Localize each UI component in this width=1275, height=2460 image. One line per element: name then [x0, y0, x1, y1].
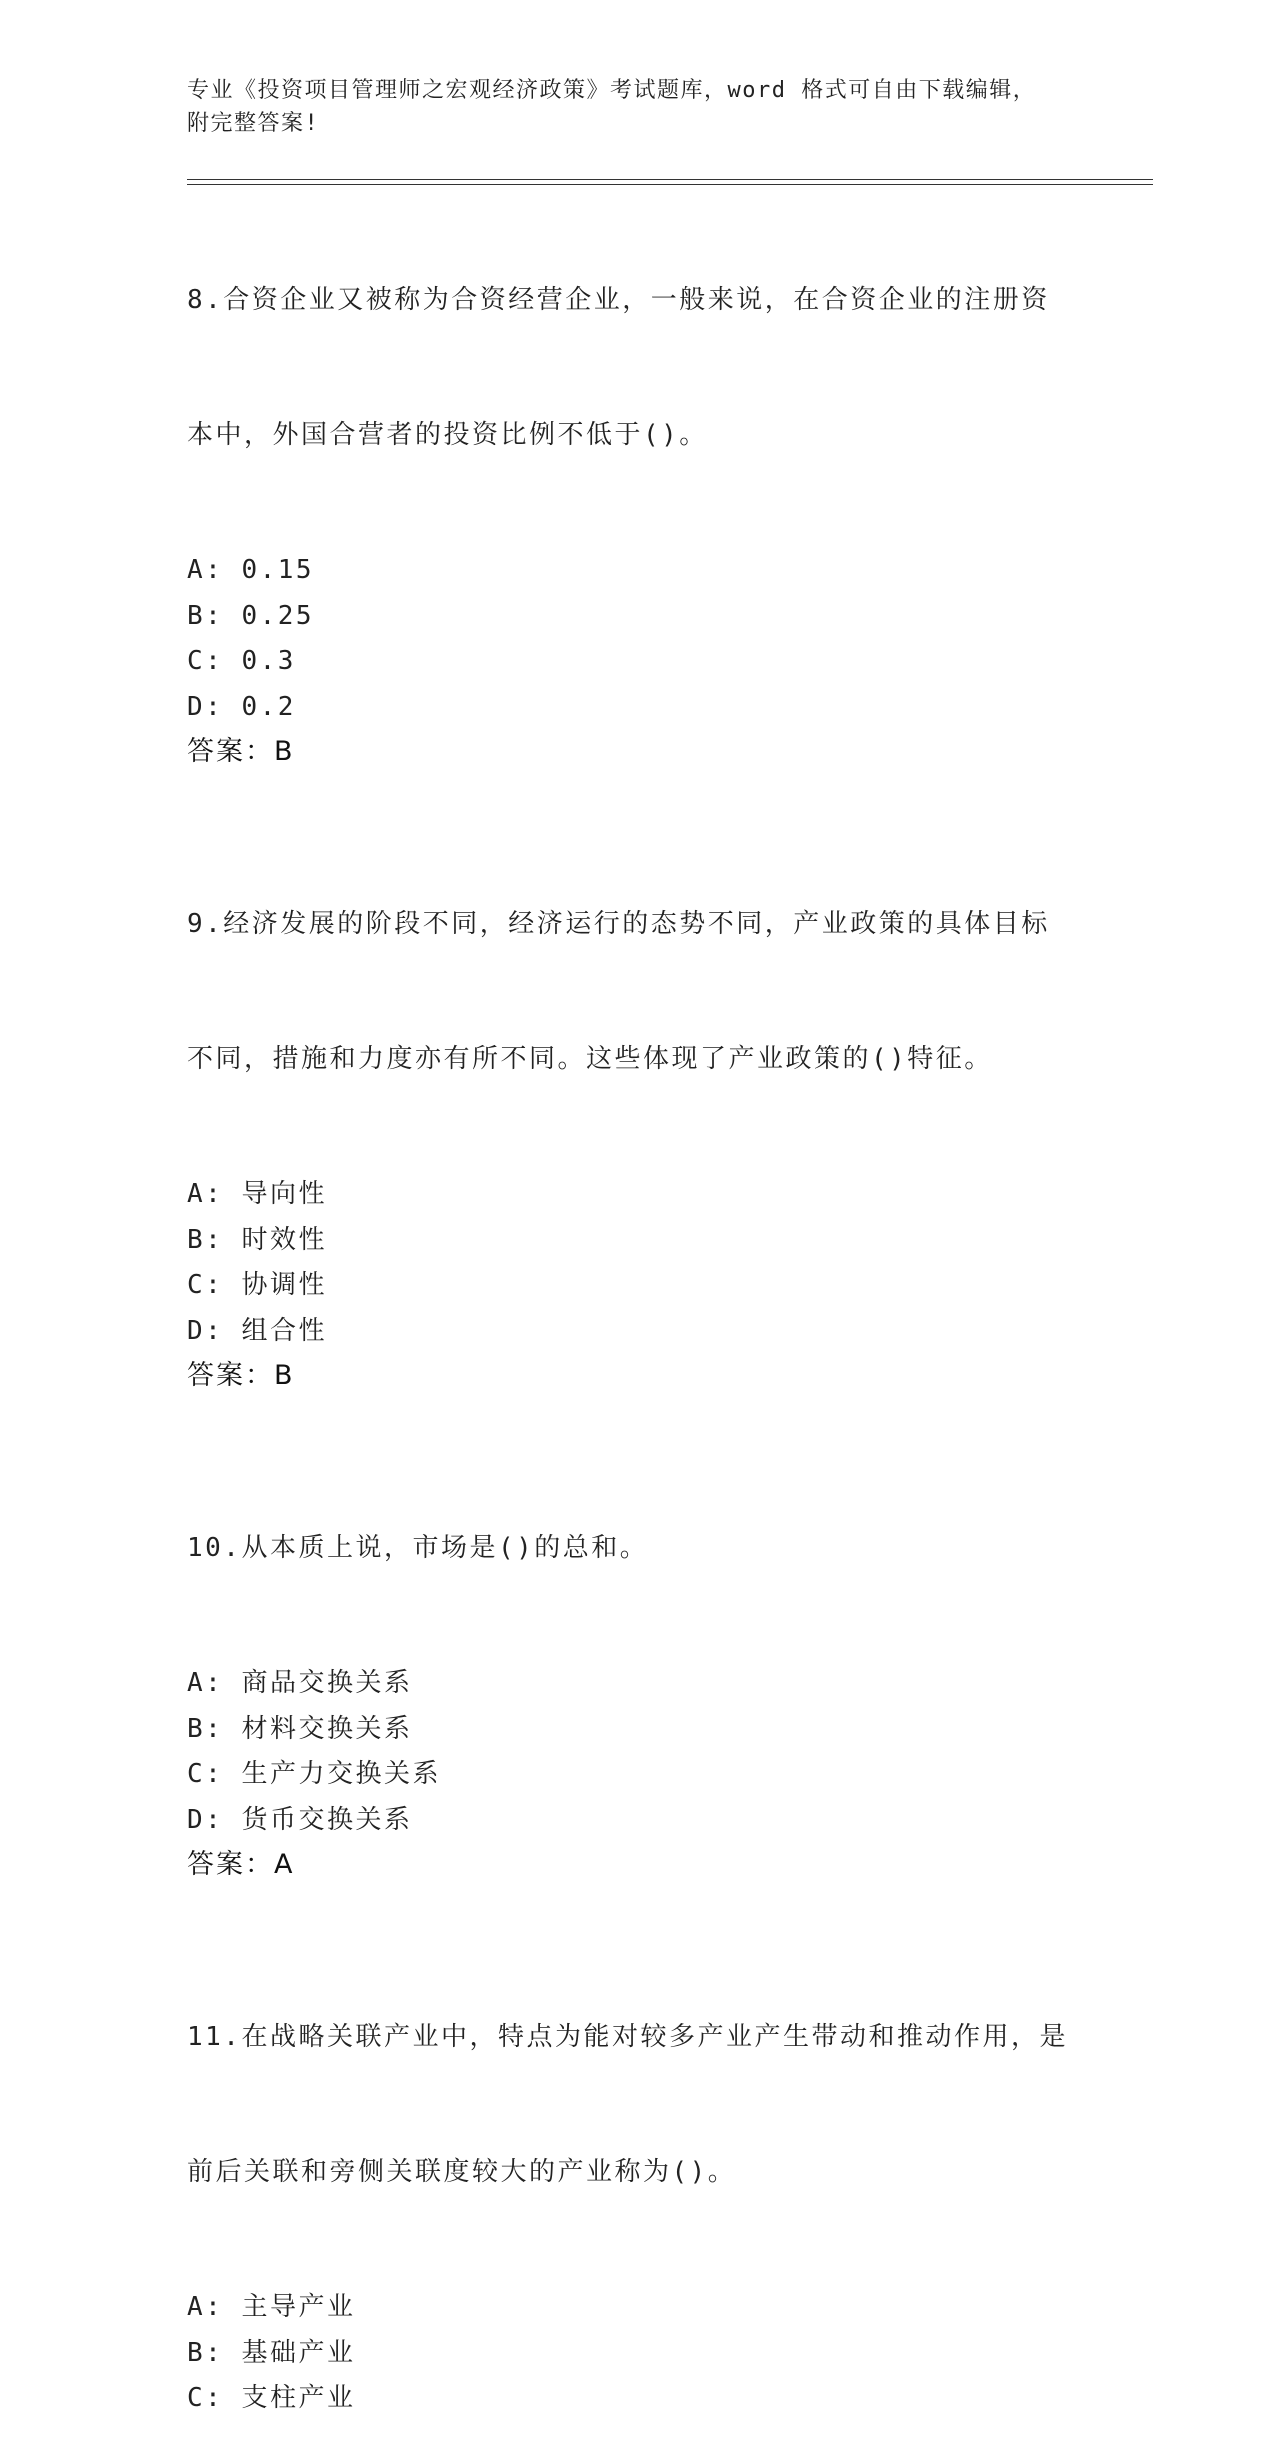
- option-b: B: 基础产业: [187, 2337, 356, 2368]
- option-c: C: 0.3: [187, 646, 296, 676]
- option-c: C: 协调性: [187, 1270, 327, 1300]
- question-list: [187, 188, 1087, 2460]
- option-b: B: 0.25: [187, 600, 315, 631]
- question-stem-line: 不同，措施和力度亦有所不同。这些体现了产业政策的()特征。: [187, 1044, 993, 1074]
- option-a: A: 0.15: [187, 555, 315, 585]
- option-b: B: 材料交换关系: [187, 1713, 413, 1744]
- question-stem-line: 11.在战略关联产业中，特点为能对较多产业产生带动和推动作用，是: [187, 2022, 1068, 2052]
- header-line-1: 专业《投资项目管理师之宏观经济政策》考试题库，word 格式可自由下载编辑，: [187, 78, 1037, 103]
- answer-label: 答案：B: [187, 736, 295, 767]
- question-stem-line: 本中，外国合营者的投资比例不低于()。: [187, 420, 708, 450]
- option-a: A: 商品交换关系: [187, 1668, 413, 1698]
- question-stem: [187, 188, 1087, 548]
- option-c: C: 生产力交换关系: [187, 1759, 441, 1789]
- answer-label: 答案：A: [187, 1849, 295, 1880]
- document-header: [187, 74, 1067, 140]
- option-b: B: 时效性: [187, 1224, 327, 1255]
- option-a: A: 导向性: [187, 1179, 327, 1209]
- header-divider-top: [187, 179, 1153, 180]
- question-stem-line: 8.合资企业又被称为合资经营企业，一般来说，在合资企业的注册资: [187, 285, 1050, 315]
- option-c: C: 支柱产业: [187, 2383, 356, 2413]
- header-line-2: 附完整答案!: [187, 111, 320, 136]
- option-a: A: 主导产业: [187, 2292, 356, 2322]
- header-divider-bottom: [187, 184, 1153, 185]
- option-d: D: 货币交换关系: [187, 1804, 413, 1835]
- question-9: [187, 812, 1087, 1398]
- answer-label: 答案：B: [187, 1360, 295, 1391]
- question-11: [187, 1925, 1087, 2422]
- question-stem-line: 9.经济发展的阶段不同，经济运行的态势不同，产业政策的具体目标: [187, 909, 1050, 939]
- question-stem-line: 10.从本质上说，市场是()的总和。: [187, 1533, 649, 1563]
- question-stem: [187, 812, 1087, 1172]
- option-d: D: 0.2: [187, 691, 296, 722]
- question-10: [187, 1436, 1087, 1887]
- question-stem-line: 前后关联和旁侧关联度较大的产业称为()。: [187, 2157, 737, 2187]
- option-d: D: 组合性: [187, 1315, 327, 1346]
- question-stem: [187, 1925, 1087, 2285]
- question-stem: [187, 1436, 1087, 1661]
- question-8: [187, 188, 1087, 774]
